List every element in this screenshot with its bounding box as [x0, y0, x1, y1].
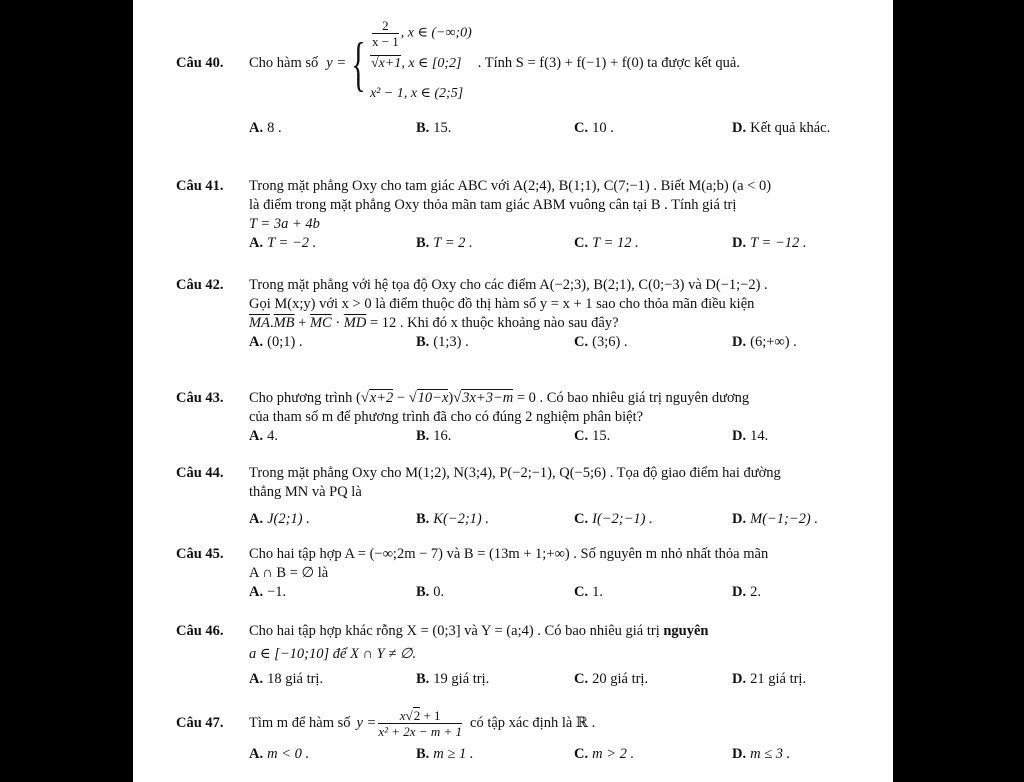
question-label: Câu 44. — [176, 465, 224, 481]
option-c[interactable]: C. m > 2 . — [574, 746, 635, 762]
answer-options — [249, 234, 881, 254]
option-b[interactable]: B. 16. — [416, 428, 452, 444]
document-page — [133, 0, 893, 782]
question-line-1: Cho hai tập hợp A = (−∞;2m − 7) và B = (13m + 1;+∞) . Số nguyên m nhỏ nhất thỏa mãn — [249, 546, 769, 562]
option-b[interactable]: B. 0. — [416, 584, 445, 600]
piecewise-cases: $\frac{2}{x - 1}$ , x ∈ (−∞;0) √x+1, x ∈ [0;2] x² − 1, x ∈ (2;5] — [369, 18, 472, 101]
question-label: Câu 47. — [176, 715, 224, 731]
option-d[interactable]: D. 21 giá trị. — [732, 671, 807, 687]
question-label: Câu 42. — [176, 277, 224, 293]
option-c[interactable]: C. 10 . — [574, 120, 614, 136]
option-c[interactable]: C. I(−2;−1) . — [574, 511, 653, 527]
question-text: Cho phương trình — [249, 390, 353, 406]
question-41 — [176, 177, 881, 254]
answer-options — [249, 583, 881, 603]
brace-symbol: { — [351, 30, 366, 97]
question-text-suffix: . Tính S = f(3) + f(−1) + f(0) ta được kết quả. — [477, 55, 740, 71]
option-a[interactable]: A. (0;1) . — [249, 334, 303, 350]
question-line-2: Gọi M(x;y) với x > 0 là điểm thuộc đồ thị hàm số y = x + 1 sao cho thỏa mãn điều kiện — [249, 296, 755, 312]
answer-options — [249, 510, 881, 530]
question-label: Câu 43. — [176, 390, 224, 406]
question-text-suffix: có tập xác định là ℝ . — [470, 715, 596, 731]
answer-options — [249, 427, 881, 447]
option-c[interactable]: C. 15. — [574, 428, 611, 444]
function-lhs: y = — [326, 55, 347, 71]
option-a[interactable]: A. m < 0 . — [249, 746, 310, 762]
option-d[interactable]: D. M(−1;−2) . — [732, 511, 818, 527]
option-a[interactable]: A. 18 giá trị. — [249, 671, 324, 687]
option-c[interactable]: C. 20 giá trị. — [574, 671, 649, 687]
question-line-2: là điểm trong mặt phẳng Oxy thỏa mãn tam giác ABM vuông cân tại B . Tính giá trị — [249, 197, 737, 213]
answer-options — [249, 745, 881, 765]
question-line-3: T = 3a + 4b — [249, 216, 320, 232]
option-d[interactable]: D. T = −12 . — [732, 235, 807, 251]
option-a[interactable]: A. 4. — [249, 428, 278, 444]
option-d[interactable]: D. Kết quả khác. — [732, 120, 831, 136]
option-b[interactable]: B. (1;3) . — [416, 334, 469, 350]
question-45 — [176, 545, 881, 603]
question-line-1: Trong mặt phẳng Oxy cho tam giác ABC với A(2;4), B(1;1), C(7;−1) . Biết M(a;b) (a < 0) — [249, 178, 772, 194]
answer-options — [249, 670, 881, 690]
answer-options — [249, 333, 881, 353]
question-label: Câu 40. — [176, 55, 224, 71]
option-b[interactable]: B. 19 giá trị. — [416, 671, 490, 687]
question-text: Cho hàm số — [249, 55, 319, 71]
option-b[interactable]: B. 15. — [416, 120, 452, 136]
answer-options — [249, 119, 881, 139]
option-c[interactable]: C. (3;6) . — [574, 334, 628, 350]
option-a[interactable]: A. −1. — [249, 584, 287, 600]
function-fraction: $\frac{x√2 + 1}{\text{x² + 2x − m + 1}}$ — [378, 708, 463, 739]
question-46 — [176, 622, 881, 690]
option-d[interactable]: D. m ≤ 3 . — [732, 746, 791, 762]
option-c[interactable]: C. 1. — [574, 584, 603, 600]
option-b[interactable]: B. T = 2 . — [416, 235, 473, 251]
option-a[interactable]: A. 8 . — [249, 120, 282, 136]
option-d[interactable]: D. 2. — [732, 584, 761, 600]
question-label: Câu 41. — [176, 178, 224, 194]
question-line-1: Trong mặt phẳng với hệ tọa độ Oxy cho các điểm A(−2;3), B(2;1), C(0;−3) và D(−1;−2) . — [249, 277, 768, 293]
question-42 — [176, 276, 881, 353]
option-b[interactable]: B. m ≥ 1 . — [416, 746, 474, 762]
option-c[interactable]: C. T = 12 . — [574, 235, 639, 251]
option-b[interactable]: B. K(−2;1) . — [416, 511, 489, 527]
question-bold-word: nguyên — [663, 623, 709, 639]
question-line-2: a ∈ [−10;10] để X ∩ Y ≠ ∅. — [249, 646, 417, 662]
question-label: Câu 45. — [176, 546, 224, 562]
function-lhs: y = — [356, 715, 377, 731]
question-line-1: Trong mặt phẳng Oxy cho M(1;2), N(3;4), P(−2;−1), Q(−5;6) . Tọa độ giao điểm hai đường — [249, 465, 781, 481]
question-text: Tìm m để hàm số — [249, 715, 351, 731]
question-44 — [176, 464, 881, 530]
option-d[interactable]: D. (6;+∞) . — [732, 334, 797, 350]
option-a[interactable]: A. J(2;1) . — [249, 511, 310, 527]
question-40 — [176, 18, 881, 139]
question-line-3: $\overline{MA}.\overline{MB} + \overline{MC} \cdot \overline{MD} = 12$ . Khi đó x thuộc khoảng nào sau đây? — [249, 315, 619, 331]
question-line-2: của tham số m để phương trình đã cho có đúng 2 nghiệm phân biệt? — [249, 409, 644, 425]
option-a[interactable]: A. T = −2 . — [249, 235, 317, 251]
question-43: Câu 43. Cho phương trình (√x+2 − √10−x)√3x+3−m = 0 . Có bao nhiêu giá trị nguyên dương của tham số m để phương trình đã cho có đúng 2 nghiệm phân biệt? A. 4. B. 16. C. 15. D. 14. — [176, 389, 881, 447]
question-line-2: thẳng MN và PQ là — [249, 484, 362, 500]
option-d[interactable]: D. 14. — [732, 428, 769, 444]
question-47 — [176, 708, 881, 765]
question-line-2: A ∩ B = ∅ là — [249, 565, 329, 581]
question-label: Câu 46. — [176, 623, 224, 639]
question-line-1: Cho hai tập hợp khác rỗng X = (0;3] và Y = (a;4) . Có bao nhiêu giá trị — [249, 623, 660, 639]
